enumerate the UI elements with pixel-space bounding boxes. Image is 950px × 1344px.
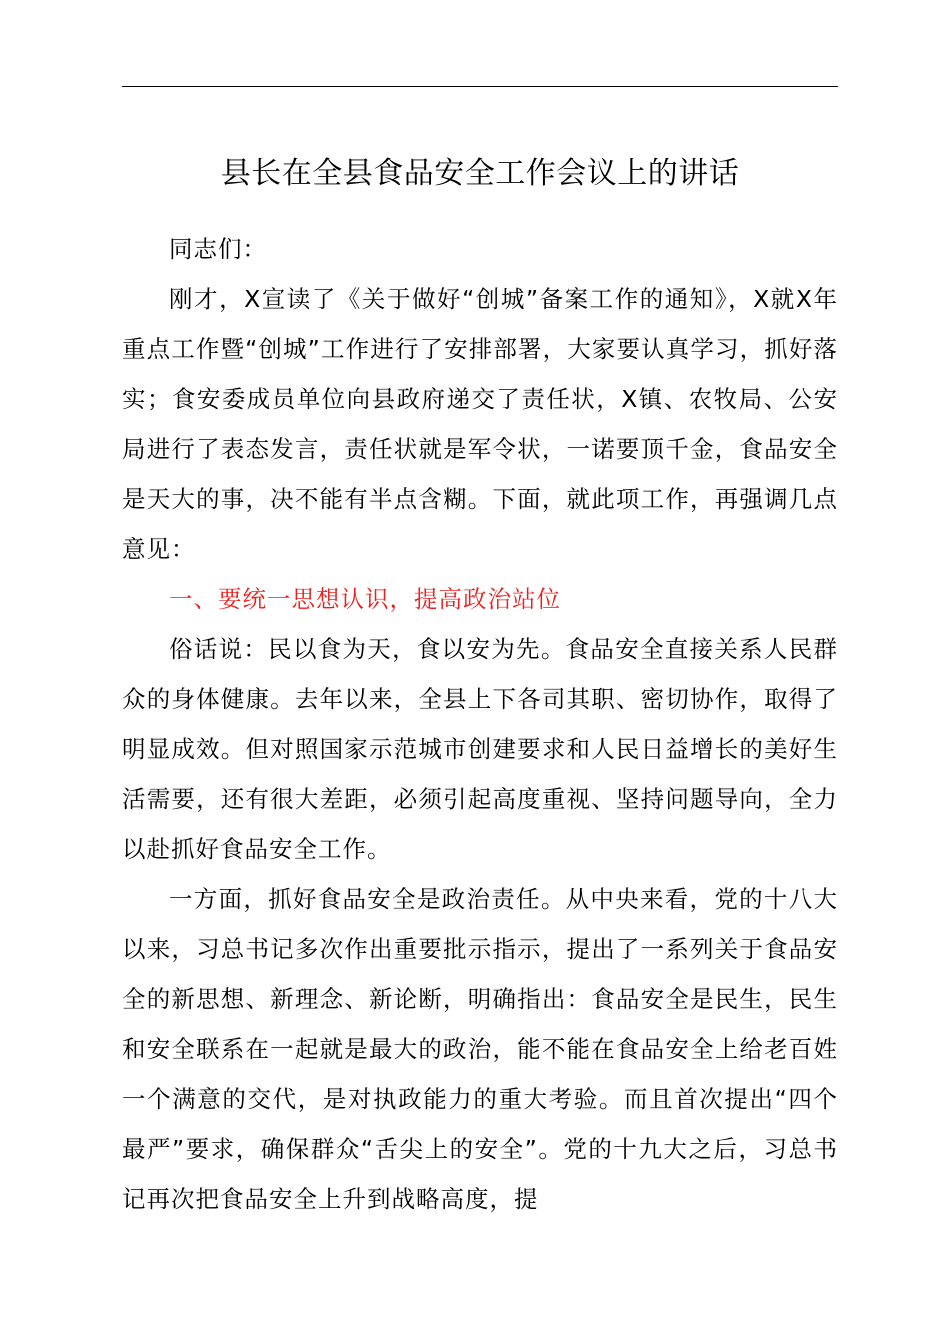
header-rule — [122, 86, 838, 87]
document-body — [122, 224, 838, 1224]
section-heading-1: 一、要统一思想认识，提高政治站位 — [169, 585, 561, 613]
document-title: 县长在全县食品安全工作会议上的讲话 — [220, 156, 740, 191]
section-1-paragraph-2: 一方面，抓好食品安全是政治责任。从中央来看，党的十八大以来，习总书记多次作出重要批示指示，提出了一系列关于食品安全的新思想、新理念、新论断，明确指出：食品安全是民生，民生和安全联系在一起就是最大的政治，能不能在食品安全上给老百姓一个满意的交代，是对执政能力的重大考验。而且首次提出“四个最严”要求，确保群众“舌尖上的安全”。党的十九大之后，习总书记再次把食品安全上升到战略高度，提 — [122, 885, 838, 1213]
salutation: 同志们： — [169, 235, 267, 263]
intro-paragraph: 刚才，X宣读了《关于做好“创城”备案工作的通知》，X就X年重点工作暨“创城”工作进行了安排部署，大家要认真学习，抓好落实；食安委成员单位向县政府递交了责任状，X镇、农牧局、公安局进行了表态发言，责任状就是军令状，一诺要顶千金，食品安全是天大的事，决不能有半点含糊。下面，就此项工作，再强调几点意见： — [122, 285, 838, 563]
section-1-paragraph-1: 俗话说：民以食为天，食以安为先。食品安全直接关系人民群众的身体健康。去年以来，全县上下各司其职、密切协作，取得了明显成效。但对照国家示范城市创建要求和人民日益增长的美好生活需要，还有很大差距，必须引起高度重视、坚持问题导向，全力以赴抓好食品安全工作。 — [122, 635, 838, 863]
